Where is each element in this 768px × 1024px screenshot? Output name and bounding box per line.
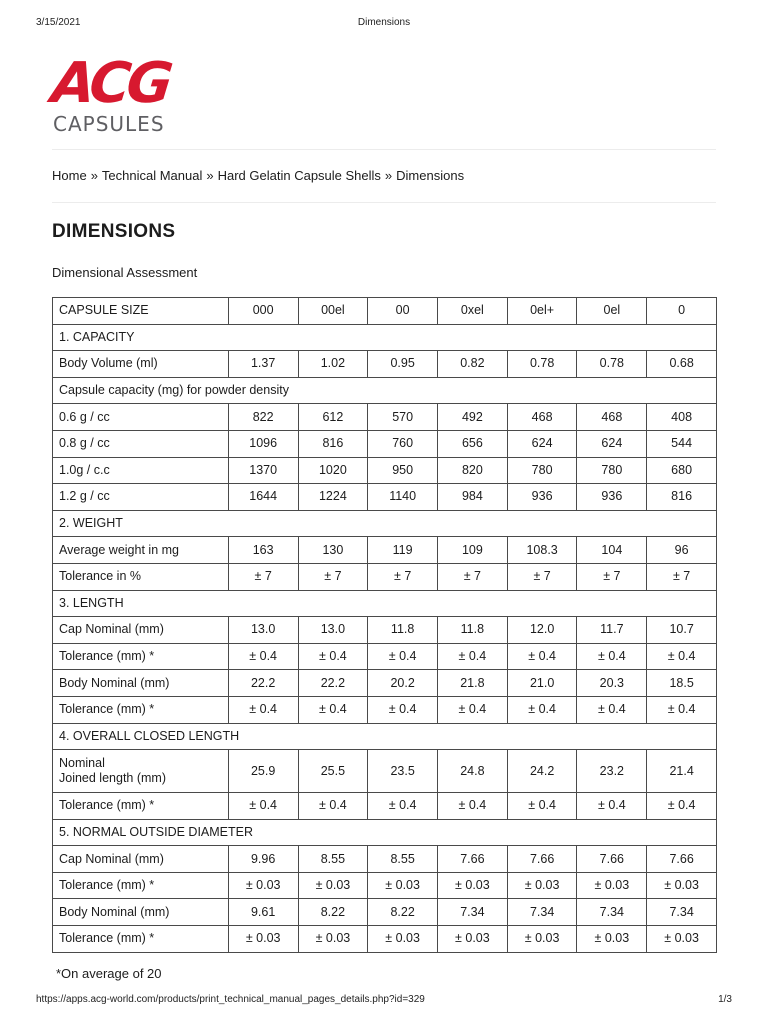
table-cell: 7.34	[647, 899, 717, 926]
table-row	[53, 926, 717, 953]
table-cell: ± 0.03	[577, 926, 647, 953]
table-cell: 23.5	[368, 750, 438, 793]
breadcrumb-item[interactable]: Hard Gelatin Capsule Shells	[217, 168, 381, 183]
table-cell: 0el	[577, 298, 647, 325]
table-section-row	[53, 590, 717, 617]
row-label: 1.2 g / cc	[53, 484, 229, 511]
table-cell: 936	[507, 484, 577, 511]
table-cell: 8.22	[298, 899, 368, 926]
table-cell: 492	[438, 404, 508, 431]
row-label: Body Volume (ml)	[53, 351, 229, 378]
section-label: 1. CAPACITY	[53, 324, 717, 351]
table-cell: 1224	[298, 484, 368, 511]
table-cell: 130	[298, 537, 368, 564]
table-cell: ± 0.03	[507, 872, 577, 899]
footnote: *On average of 20	[56, 966, 162, 981]
table-section-row	[53, 723, 717, 750]
table-cell: 820	[438, 457, 508, 484]
section-label: 5. NORMAL OUTSIDE DIAMETER	[53, 819, 717, 846]
table-section-row	[53, 377, 717, 404]
table-cell: ± 0.03	[298, 872, 368, 899]
table-cell: ± 0.4	[298, 793, 368, 820]
table-cell: 780	[507, 457, 577, 484]
table-cell: 1370	[228, 457, 298, 484]
divider	[52, 149, 716, 150]
table-row	[53, 750, 717, 793]
table-cell: ± 7	[507, 563, 577, 590]
print-footer	[36, 994, 732, 1008]
row-label: Average weight in mg	[53, 537, 229, 564]
page-number: 1/3	[718, 994, 732, 1005]
table-cell: 00	[368, 298, 438, 325]
breadcrumb-item[interactable]: Home	[52, 168, 87, 183]
table-cell: ± 7	[577, 563, 647, 590]
table-cell: 1096	[228, 430, 298, 457]
section-label: 4. OVERALL CLOSED LENGTH	[53, 723, 717, 750]
table-cell: 1644	[228, 484, 298, 511]
row-label: Tolerance in %	[53, 563, 229, 590]
table-cell: 25.5	[298, 750, 368, 793]
table-section-row	[53, 510, 717, 537]
table-cell: 11.8	[368, 617, 438, 644]
table-cell: ± 0.4	[298, 696, 368, 723]
row-label: CAPSULE SIZE	[53, 298, 229, 325]
page-subtitle: Dimensional Assessment	[52, 265, 198, 280]
table-cell: 11.7	[577, 617, 647, 644]
table-cell: ± 0.03	[228, 872, 298, 899]
table-cell: 0.95	[368, 351, 438, 378]
table-row	[53, 643, 717, 670]
table-cell: ± 0.03	[368, 926, 438, 953]
row-label: Tolerance (mm) *	[53, 643, 229, 670]
table-cell: 612	[298, 404, 368, 431]
table-cell: ± 0.4	[438, 793, 508, 820]
row-label: 1.0g / c.c	[53, 457, 229, 484]
table-cell: 20.3	[577, 670, 647, 697]
table-cell: 0.78	[507, 351, 577, 378]
table-cell: 24.2	[507, 750, 577, 793]
table-cell: 1.02	[298, 351, 368, 378]
table-cell: ± 0.4	[228, 696, 298, 723]
table-cell: ± 0.4	[647, 696, 717, 723]
table-cell: ± 0.03	[368, 872, 438, 899]
section-label: 3. LENGTH	[53, 590, 717, 617]
table-cell: 822	[228, 404, 298, 431]
table-row	[53, 617, 717, 644]
table-row	[53, 430, 717, 457]
table-cell: 7.34	[507, 899, 577, 926]
table-cell: 119	[368, 537, 438, 564]
print-header	[36, 17, 732, 31]
table-cell: ± 0.4	[647, 793, 717, 820]
table-row	[53, 537, 717, 564]
table-cell: ± 0.4	[228, 643, 298, 670]
table-cell: ± 0.4	[368, 696, 438, 723]
table-cell: ± 0.4	[507, 793, 577, 820]
acg-capsules-logo[interactable]	[48, 51, 222, 136]
table-row	[53, 696, 717, 723]
print-title: Dimensions	[357, 17, 411, 28]
table-cell: ± 0.4	[228, 793, 298, 820]
table-cell: 1.37	[228, 351, 298, 378]
table-cell: ± 7	[228, 563, 298, 590]
table-row	[53, 846, 717, 873]
table-cell: 1140	[368, 484, 438, 511]
print-date: 3/15/2021	[36, 17, 81, 28]
table-cell: ± 0.03	[647, 872, 717, 899]
table-cell: 21.8	[438, 670, 508, 697]
table-cell: ± 0.4	[507, 643, 577, 670]
table-cell: 7.34	[438, 899, 508, 926]
table-cell: 570	[368, 404, 438, 431]
breadcrumb-separator: »	[384, 168, 393, 183]
row-label	[53, 750, 229, 793]
table-cell: 1020	[298, 457, 368, 484]
table-cell: ± 0.4	[577, 643, 647, 670]
logo-acg: ACG	[48, 51, 173, 116]
table-cell: ± 7	[438, 563, 508, 590]
table-cell: 656	[438, 430, 508, 457]
table-cell: 760	[368, 430, 438, 457]
table-cell: 0	[647, 298, 717, 325]
table-cell: 816	[298, 430, 368, 457]
table-cell: 7.66	[507, 846, 577, 873]
table-cell: ± 0.4	[577, 696, 647, 723]
section-label: Capsule capacity (mg) for powder density	[53, 377, 717, 404]
table-cell: 13.0	[228, 617, 298, 644]
row-label-line: Joined length (mm)	[59, 771, 166, 786]
table-row	[53, 404, 717, 431]
table-row	[53, 351, 717, 378]
table-cell: 7.66	[647, 846, 717, 873]
table-cell: ± 0.4	[507, 696, 577, 723]
table-cell: 468	[577, 404, 647, 431]
table-cell: 0xel	[438, 298, 508, 325]
table-cell: 984	[438, 484, 508, 511]
table-cell: 00el	[298, 298, 368, 325]
table-cell: 18.5	[647, 670, 717, 697]
breadcrumb-item: Dimensions	[396, 168, 465, 183]
row-label: Body Nominal (mm)	[53, 670, 229, 697]
row-label-line: Nominal	[59, 756, 105, 771]
table-cell: 624	[577, 430, 647, 457]
table-cell: 544	[647, 430, 717, 457]
table-cell: ± 0.4	[438, 696, 508, 723]
table-cell: 680	[647, 457, 717, 484]
print-url: https://apps.acg-world.com/products/print_technical_manual_pages_details.php?id=329	[36, 994, 425, 1005]
table-cell: 108.3	[507, 537, 577, 564]
table-cell: ± 7	[298, 563, 368, 590]
row-label: Tolerance (mm) *	[53, 696, 229, 723]
table-cell: 22.2	[228, 670, 298, 697]
table-cell: ± 7	[368, 563, 438, 590]
breadcrumb-separator: »	[90, 168, 98, 183]
divider	[52, 202, 716, 203]
table-cell: 408	[647, 404, 717, 431]
breadcrumb-item[interactable]: Technical Manual	[101, 168, 203, 183]
table-cell: 8.55	[298, 846, 368, 873]
table-cell: 8.22	[368, 899, 438, 926]
page-title: DIMENSIONS	[52, 221, 176, 242]
table-cell: 8.55	[368, 846, 438, 873]
table-cell: ± 0.03	[438, 872, 508, 899]
table-cell: 24.8	[438, 750, 508, 793]
table-cell: ± 0.4	[577, 793, 647, 820]
table-cell: 96	[647, 537, 717, 564]
table-cell: 7.66	[438, 846, 508, 873]
table-cell: 9.61	[228, 899, 298, 926]
table-cell: 936	[577, 484, 647, 511]
table-cell: 10.7	[647, 617, 717, 644]
table-row	[53, 872, 717, 899]
row-label: Cap Nominal (mm)	[53, 846, 229, 873]
table-cell: ± 0.03	[647, 926, 717, 953]
table-cell: ± 0.4	[647, 643, 717, 670]
table-cell: 950	[368, 457, 438, 484]
table-row	[53, 457, 717, 484]
row-label: Tolerance (mm) *	[53, 926, 229, 953]
table-section-row	[53, 819, 717, 846]
table-cell: 7.66	[577, 846, 647, 873]
row-label: Tolerance (mm) *	[53, 793, 229, 820]
table-cell: ± 0.03	[577, 872, 647, 899]
table-cell: 9.96	[228, 846, 298, 873]
table-cell: 21.4	[647, 750, 717, 793]
table-cell: ± 0.4	[368, 793, 438, 820]
dimensions-table	[52, 297, 717, 953]
table-cell: 0.68	[647, 351, 717, 378]
table-cell: 109	[438, 537, 508, 564]
table-cell: 816	[647, 484, 717, 511]
table-cell: ± 0.03	[507, 926, 577, 953]
table-cell: ± 0.4	[368, 643, 438, 670]
row-label: Body Nominal (mm)	[53, 899, 229, 926]
table-cell: 25.9	[228, 750, 298, 793]
table-cell: 13.0	[298, 617, 368, 644]
table-cell: 104	[577, 537, 647, 564]
table-cell: 0.82	[438, 351, 508, 378]
table-cell: 0.78	[577, 351, 647, 378]
breadcrumb	[52, 168, 464, 183]
row-label: 0.6 g / cc	[53, 404, 229, 431]
table-cell: 11.8	[438, 617, 508, 644]
row-label: 0.8 g / cc	[53, 430, 229, 457]
table-cell: 22.2	[298, 670, 368, 697]
table-cell: 21.0	[507, 670, 577, 697]
table-cell: ± 0.03	[438, 926, 508, 953]
section-label: 2. WEIGHT	[53, 510, 717, 537]
table-cell: ± 7	[647, 563, 717, 590]
table-cell: 7.34	[577, 899, 647, 926]
table-row	[53, 484, 717, 511]
table-section-row	[53, 324, 717, 351]
table-cell: 468	[507, 404, 577, 431]
table-cell: 0el+	[507, 298, 577, 325]
table-cell: 12.0	[507, 617, 577, 644]
table-cell: ± 0.4	[298, 643, 368, 670]
breadcrumb-separator: »	[206, 168, 214, 183]
row-label: Tolerance (mm) *	[53, 872, 229, 899]
table-cell: 624	[507, 430, 577, 457]
logo-capsules: CAPSULES	[53, 112, 165, 136]
table-row	[53, 563, 717, 590]
table-row	[53, 670, 717, 697]
table-cell: ± 0.4	[438, 643, 508, 670]
table-cell: 20.2	[368, 670, 438, 697]
table-row	[53, 298, 717, 325]
table-cell: 163	[228, 537, 298, 564]
table-row	[53, 793, 717, 820]
row-label: Cap Nominal (mm)	[53, 617, 229, 644]
table-cell: 000	[228, 298, 298, 325]
table-cell: ± 0.03	[298, 926, 368, 953]
table-cell: 23.2	[577, 750, 647, 793]
table-row	[53, 899, 717, 926]
table-cell: 780	[577, 457, 647, 484]
table-cell: ± 0.03	[228, 926, 298, 953]
